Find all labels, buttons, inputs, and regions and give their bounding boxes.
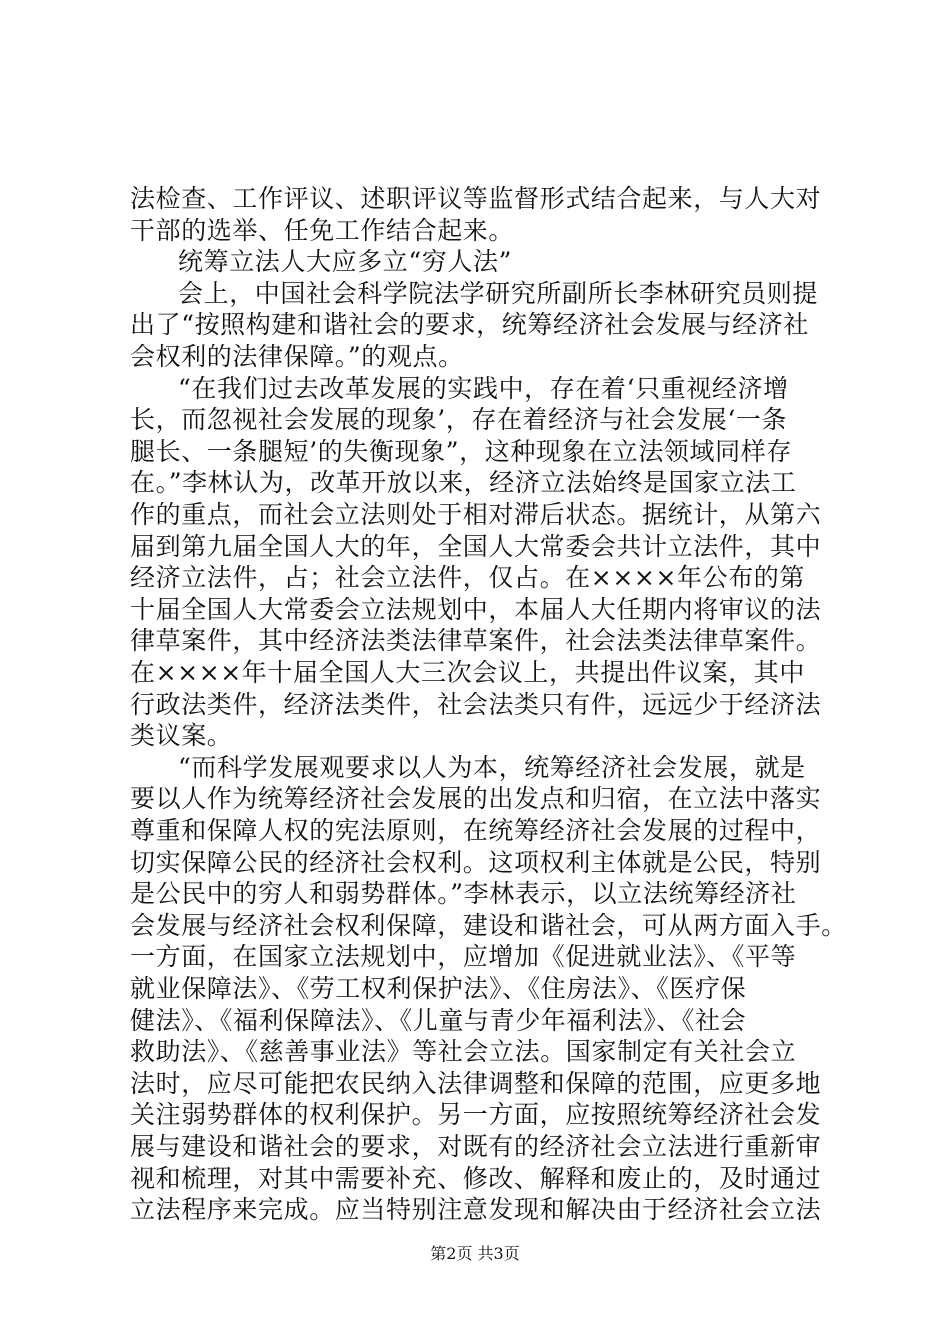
text-line: 展与建设和谐社会的要求，对既有的经济社会立法进行重新审 xyxy=(130,1132,822,1161)
page-footer: 第2页 共3页 xyxy=(430,1244,520,1263)
text-line: 切实保障公民的经济社会权利。这项权利主体就是公民，特别 xyxy=(130,847,822,877)
text-line: 作的重点，而社会立法则处于相对滞后状态。据统计，从第六 xyxy=(130,500,822,529)
text-line: 立法程序来完成。应当特别注意发现和解决由于经济社会立法 xyxy=(130,1195,822,1225)
text-line: 行政法类件，经济法类件，社会法类只有件，远远少于经济法 xyxy=(130,689,822,719)
text-line: 救助法》、《慈善事业法》等社会立法。国家制定有关社会立 xyxy=(130,1037,797,1067)
text-line: 出了“按照构建和谐社会的要求，统筹经济社会发展与经济社 xyxy=(130,310,809,340)
text-line: 法时，应尽可能把农民纳入法律调整和保障的范围，应更多地 xyxy=(130,1068,822,1098)
text-line: 健法》、《福利保障法》、《儿童与青少年福利法》、《社会 xyxy=(130,1005,747,1035)
text-line: 统筹立法人大应多立“穷人法” xyxy=(178,247,512,277)
text-line: 是公民中的穷人和弱势群体。”李林表示，以立法统筹经济社 xyxy=(130,879,797,909)
text-line: 一方面，在国家立法规划中，应增加《促进就业法》、《平等 xyxy=(130,942,797,972)
text-line: 法检查、工作评议、述职评议等监督形式结合起来，与人大对 xyxy=(130,184,822,213)
text-line: 干部的选举、任免工作结合起来。 xyxy=(130,215,515,245)
text-line: 会权利的法律保障。”的观点。 xyxy=(130,342,464,371)
text-line: 律草案件，其中经济法类法律草案件，社会法类法律草案件。 xyxy=(130,626,822,656)
text-line: 经济立法件，占；社会立法件，仅占。在××××年公布的第 xyxy=(130,563,805,593)
text-line: 在。”李林认为，改革开放以来，经济立法始终是国家立法工 xyxy=(130,468,797,498)
text-line: 在××××年十届全国人大三次会议上，共提出件议案，其中 xyxy=(130,658,805,687)
text-line: “在我们过去改革发展的实践中，存在着‘只重视经济增 xyxy=(178,373,789,403)
text-line: 视和梳理，对其中需要补充、修改、解释和废止的，及时通过 xyxy=(130,1163,822,1193)
text-line: 长，而忽视社会发展的现象’，存在着经济与社会发展‘一条 xyxy=(130,405,788,435)
text-line: 腿长、一条腿短’的失衡现象”，这种现象在立法领域同样存 xyxy=(130,436,792,466)
text-line: 关注弱势群体的权利保护。另一方面，应按照统筹经济社会发 xyxy=(130,1100,822,1130)
text-line: 十届全国人大常委会立法规划中，本届人大任期内将审议的法 xyxy=(130,594,822,624)
text-line: “而科学发展观要求以人为本，统筹经济社会发展，就是 xyxy=(178,752,806,782)
text-line: 届到第九届全国人大的年，全国人大常委会共计立法件，其中 xyxy=(130,531,822,561)
text-line: 类议案。 xyxy=(130,721,233,751)
text-line: 会发展与经济社会权利保障，建设和谐社会，可从两方面入手。 xyxy=(130,910,847,940)
text-line: 就业保障法》、《劳工权利保护法》、《住房法》、《医疗保 xyxy=(130,974,747,1003)
text-line: 要以人作为统筹经济社会发展的出发点和归宿，在立法中落实 xyxy=(130,784,822,814)
text-line: 尊重和保障人权的宪法原则，在统筹经济社会发展的过程中， xyxy=(130,816,822,845)
text-line: 会上，中国社会科学院法学研究所副所长李林研究员则提 xyxy=(178,278,819,308)
